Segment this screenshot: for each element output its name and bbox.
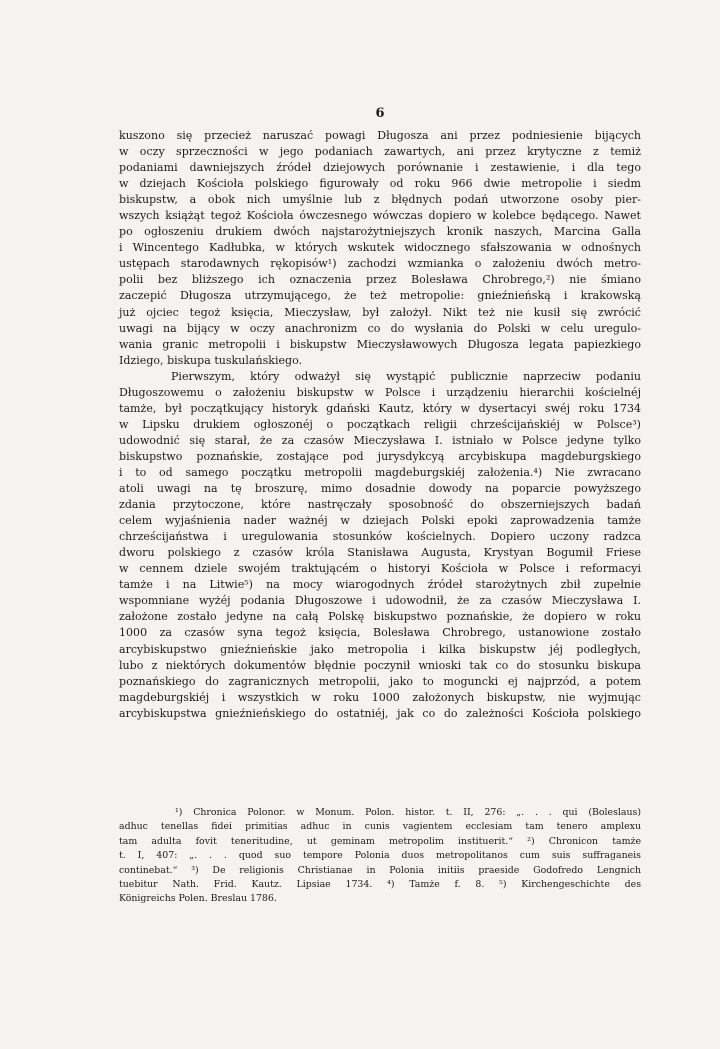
footnote-line: Königreichs Polen. Breslau 1786. <box>119 893 277 905</box>
text-line: udowodnić się starał, że za czasów Mieczysława I. istniało w Polsce jedyne tylko <box>119 433 641 447</box>
text-line: polii bez bliższego ich oznaczenia przez Bolesława Chrobrego,²) nie śmiano <box>119 273 641 287</box>
text-line: tamże i na Litwie⁵) na mocy wiarogodnych źródeł starożytnych zbił zupełnie <box>119 578 641 592</box>
text-line: poznańskiego do zagranicznych metropolii, jako to moguncki ej najprzód, a potem <box>119 674 641 688</box>
text-line: biskupstwo poznańskie, zostające pod jurysdykcyą arcybiskupa magdeburgskiego <box>119 449 641 463</box>
footnote-line: continebat.“ ³) De religionis Christianae in Polonia initiis praeside Godofredo Lengnich <box>119 864 641 876</box>
text-line: w Lipsku drukiem ogłoszonéj o początkach religii chrześcijańskiéj w Polsce³) <box>119 417 641 431</box>
text-line: ustępach starodawnych rękopisów¹) zachodzi wzmianka o założeniu dwóch metro- <box>119 257 641 271</box>
text-line: zaczepić Długosza utrzymującego, że też metropolie: gnieźnieńską i krakowską <box>119 289 641 303</box>
text-line: uwagi na bijący w oczy anachronizm co do wysłania do Polski w celu uregulo- <box>119 321 641 335</box>
footnote-line: t. I, 407: „. . . quod suo tempore Polonia duos metropolitanos cum suis suffraganeis <box>119 850 641 862</box>
text-line: kuszono się przecież naruszać powagi Długosza ani przez podniesienie bijących <box>119 129 641 142</box>
text-line: już ojciec tegoż księcia, Mieczysław, był założył. Nikt też nie kusił się zwrócić <box>119 305 641 319</box>
text-line: zdania przytoczone, które nastręczały sposobność do obszerniejszych badań <box>119 498 641 512</box>
text-line: założone zostało jedyne na całą Polskę biskupstwo poznańskie, że dopiero w roku <box>119 610 641 624</box>
footnote-line: tuebitur Nath. Frid. Kautz. Lipsiae 1734. ⁴) Tamże f. 8. ⁵) Kirchengeschichte des <box>119 878 641 890</box>
text-line: i Wincentego Kadłubka, w których wskutek widocznego sfałszowania w odnośnych <box>119 241 641 255</box>
text-line: dworu polskiego z czasów króla Stanisława Augusta, Krystyan Bogumił Friese <box>119 546 641 560</box>
text-line: 1000 za czasów syna tegoż księcia, Bolesława Chrobrego, ustanowione zostało <box>119 626 641 640</box>
text-line: tamże, był początkujący historyk gdański Kautz, który w dysertacyi swéj roku 1734 <box>119 401 641 415</box>
text-line: Pierwszym, który odważył się wystąpić publicznie naprzeciw podaniu <box>171 369 641 383</box>
text-line: i to od samego początku metropolii magdeburgskiéj założenia.⁴) Nie zwracano <box>119 465 641 479</box>
footnote-line: adhuc tenellas fidei primitias adhuc in cunis vagientem ecclesiam tam tenero amplexu <box>119 821 641 833</box>
paragraph-2 <box>119 369 641 722</box>
text-line: podaniami dawniejszych źródeł dziejowych porównanie i zestawienie, i dla tego <box>119 161 641 175</box>
text-line: w cennem dziele swojém traktującém o historyi Kościoła w Polsce i reformacyi <box>119 562 641 576</box>
text-line: chrześcijaństwa i uregulowania stosunków kościelnych. Dopiero uczony radzca <box>119 530 641 544</box>
text-line: wszych książąt tegoż Kościoła ówczesnego wówczas dopiero w kolebce będącego. Nawet <box>119 209 641 223</box>
text-line: lubo z niektórych dokumentów błędnie poczynił wnioski tak co do stosunku biskupa <box>119 658 641 672</box>
paragraph-1 <box>119 128 641 369</box>
text-line: w oczy sprzeczności w jego podaniach zawartych, ani przez krytyczne z temiż <box>119 145 641 159</box>
main-text <box>119 128 641 722</box>
page-number: 6 <box>375 106 385 121</box>
text-line: celem wyjaśnienia nader ważnéj w dziejach Polski epoki zaprowadzenia tamże <box>119 514 641 528</box>
text-line: Długoszowemu o założeniu biskupstw w Polsce i urządzeniu hierarchii kościelnéj <box>119 385 641 399</box>
text-line: magdeburgskiéj i wszystkich w roku 1000 założonych biskupstw, nie wyjmując <box>119 690 641 704</box>
text-line: arcybiskupstwo gnieźnieńskie jako metropolia i kilka biskupstw jéj podległych, <box>119 642 641 656</box>
footnotes <box>119 806 641 907</box>
text-line: Idziego, biskupa tuskulańskiego. <box>119 353 303 367</box>
footnote-line: ¹) Chronica Polonor. w Monum. Polon. histor. t. II, 276: „. . . qui (Boleslaus) <box>175 807 641 818</box>
text-line: w dziejach Kościoła polskiego figurowały od roku 966 dwie metropolie i siedm <box>119 177 641 191</box>
text-line: wspomniane wyżéj podania Długoszowe i udowodnił, że za czasów Mieczysława I. <box>119 594 641 608</box>
text-line: biskupstw, a obok nich umyślnie lub z błędnych podań utworzone osoby pier- <box>119 193 641 207</box>
footnote-line: tam adulta fovit teneritudine, ut geminam metropolim instituerit.“ ²) Chronicon tamże <box>119 835 641 847</box>
text-line: atoli uwagi na tę broszurę, mimo dosadnie dowody na poparcie powyższego <box>119 482 641 496</box>
text-line: arcybiskupstwa gnieźnieńskiego do ostatniéj, jak co do zależności Kościoła polskiego <box>119 706 641 720</box>
text-line: po ogłoszeniu drukiem dwóch najstarożytniejszych kronik naszych, Marcina Galla <box>119 225 641 239</box>
text-line: wania granic metropolii i biskupstw Mieczysławowych Długosza legata papiezkiego <box>119 337 641 351</box>
